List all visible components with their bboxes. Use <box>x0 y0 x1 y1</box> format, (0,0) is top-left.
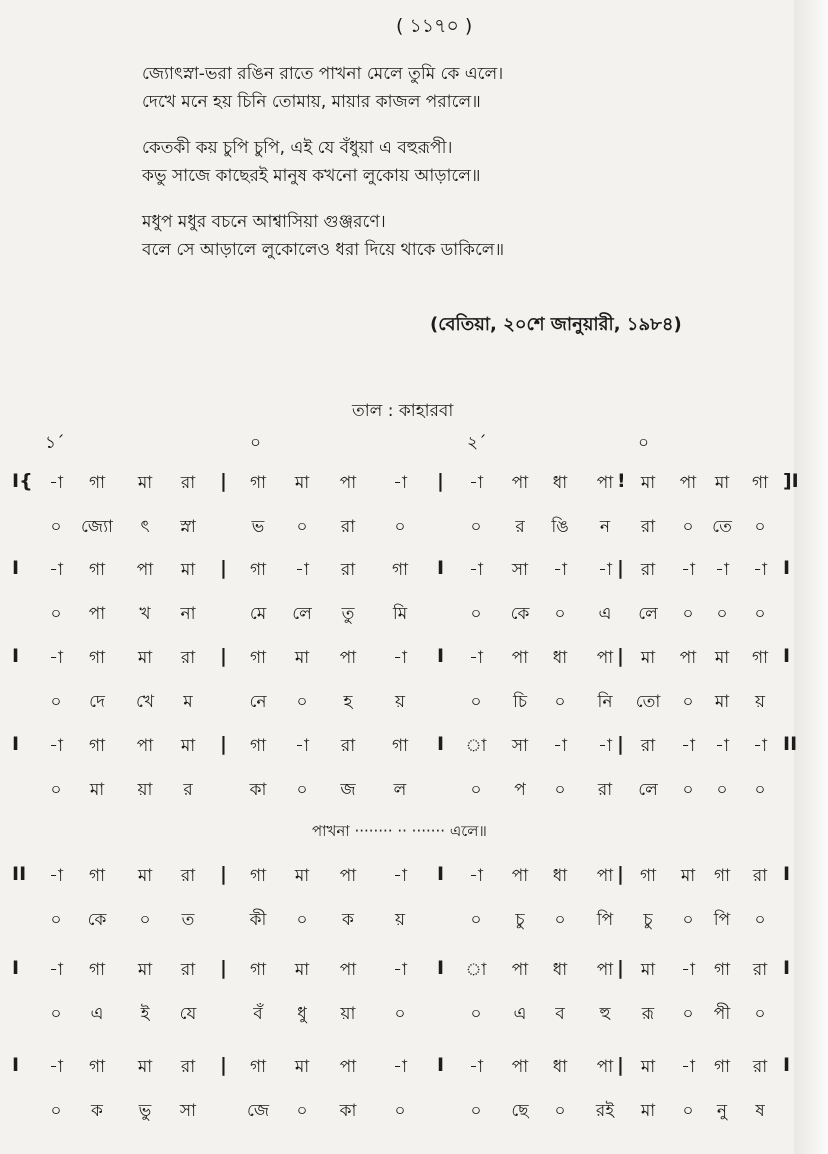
swar-note: -া <box>295 560 309 580</box>
swar-note: পা <box>679 648 697 668</box>
swar-note: পা <box>136 560 154 580</box>
swar-note: মা <box>640 960 656 980</box>
bar-line: | <box>617 645 624 667</box>
lyric-syllable: ০ <box>139 910 151 930</box>
swar-note: রা <box>340 560 356 580</box>
lyric-syllable: ০ <box>470 910 482 930</box>
lyric-syllable: ০ <box>50 692 62 712</box>
lyric-syllable: ০ <box>554 604 566 624</box>
lyric-syllable: ০ <box>554 1101 566 1121</box>
swar-note: -া <box>393 866 407 886</box>
swar-note: -া <box>681 1057 695 1077</box>
swar-note: গা <box>751 648 769 668</box>
lyric-syllable: কে <box>87 910 107 930</box>
swar-note: রা <box>640 736 656 756</box>
swar-note: ধা <box>552 473 568 493</box>
bar-line: I <box>437 557 445 579</box>
lyric-syllable: ল <box>393 780 407 800</box>
lyrics-block <box>142 60 642 264</box>
swar-note: -া <box>49 473 63 493</box>
swar-note: মা <box>137 648 153 668</box>
swar-note: পা <box>339 473 357 493</box>
lyric-syllable: ০ <box>682 517 694 537</box>
swar-note: পা <box>136 736 154 756</box>
swar-note: মা <box>294 866 310 886</box>
row-start-bar: I{ <box>12 470 33 492</box>
row-start-bar: I <box>12 957 20 979</box>
swar-note: গা <box>249 1057 267 1077</box>
lyric-line: বলে সে আড়ালে লুকোলেও ধরা দিয়ে থাকে ডাকিলে॥ <box>142 240 505 260</box>
bar-line: | <box>220 557 227 579</box>
lyric-syllable: না <box>180 604 196 624</box>
lyric-line: কেতকী কয় চুপি চুপি, এই যে বঁধুয়া এ বহুরূপী। <box>142 138 453 158</box>
lyric-syllable: ০ <box>50 1004 62 1024</box>
swar-note: পা <box>511 960 529 980</box>
swar-note: রা <box>752 866 768 886</box>
lyric-syllable: কী <box>249 910 267 930</box>
swar-note: -া <box>681 560 695 580</box>
row-start-bar: I <box>12 557 20 579</box>
lyric-syllable: প <box>514 780 526 800</box>
beat-mark: ১´ <box>45 433 65 453</box>
bar-line: II <box>783 733 798 755</box>
swar-note: -া <box>553 560 567 580</box>
lyric-syllable: য়া <box>340 1004 356 1024</box>
bar-line: I <box>783 645 791 667</box>
lyric-syllable: পী <box>713 1004 731 1024</box>
lyric-syllable: ক <box>91 1101 103 1121</box>
swar-note: গা <box>249 473 267 493</box>
swar-note: গা <box>391 560 409 580</box>
lyric-syllable: জ্যো <box>81 517 113 537</box>
lyric-syllable: ই <box>140 1004 150 1024</box>
swar-note: গা <box>88 648 106 668</box>
swar-note: পা <box>596 648 614 668</box>
swar-note: পা <box>596 1057 614 1077</box>
swar-note: মা <box>137 960 153 980</box>
swar-note: গা <box>639 866 657 886</box>
swar-note: -া <box>295 736 309 756</box>
swar-note: গা <box>391 736 409 756</box>
swar-note: পা <box>339 648 357 668</box>
lyric-syllable: ০ <box>50 910 62 930</box>
lyric-syllable: তো <box>635 692 661 712</box>
swar-note: -া <box>393 1057 407 1077</box>
swar-note: মা <box>137 1057 153 1077</box>
lyric-syllable: ০ <box>50 1101 62 1121</box>
lyric-syllable: ০ <box>754 910 766 930</box>
swar-note: -া <box>49 736 63 756</box>
swar-row <box>0 557 800 587</box>
lyric-syllable: ০ <box>682 1004 694 1024</box>
swar-note: -া <box>681 960 695 980</box>
swar-note: ধা <box>552 866 568 886</box>
lyric-syllable: স্না <box>180 517 196 537</box>
lyric-syllable: ০ <box>394 1101 406 1121</box>
swar-note: -া <box>393 648 407 668</box>
swar-note: গা <box>249 560 267 580</box>
swar-note: পা <box>511 648 529 668</box>
lyric-syllable: লে <box>292 604 312 624</box>
swar-note: রা <box>752 960 768 980</box>
lyric-syllable: ০ <box>394 517 406 537</box>
lyric-syllable: ০ <box>296 1101 308 1121</box>
lyric-syllable: নু <box>716 1101 728 1121</box>
lyric-syllable-row <box>0 907 800 937</box>
lyric-syllable: ০ <box>754 517 766 537</box>
lyric-syllable: য় <box>394 692 405 712</box>
swar-note: পা <box>339 866 357 886</box>
swar-note: -া <box>393 473 407 493</box>
lyric-syllable: রা <box>340 517 356 537</box>
lyric-syllable: ০ <box>50 604 62 624</box>
row-start-bar: I <box>12 733 20 755</box>
lyric-syllable: সা <box>179 1101 197 1121</box>
lyric-syllable-row <box>0 601 800 631</box>
bar-line: I <box>437 863 445 885</box>
swar-row <box>0 1054 800 1084</box>
swar-note: -া <box>49 866 63 886</box>
swar-note: গা <box>751 473 769 493</box>
swar-note: মা <box>294 648 310 668</box>
swar-note: গা <box>249 866 267 886</box>
lyric-syllable: ০ <box>470 604 482 624</box>
swar-note: -া <box>49 648 63 668</box>
lyric-syllable: পি <box>713 910 731 930</box>
swar-note: গা <box>249 960 267 980</box>
swar-note: -া <box>49 1057 63 1077</box>
swar-note: মা <box>180 560 196 580</box>
lyric-line: জ্যোৎস্না-ভরা রঙিন রাতে পাখনা মেলে তুমি কে এলে। <box>142 64 504 84</box>
lyric-syllable: র <box>183 780 193 800</box>
bar-line: I <box>783 557 791 579</box>
swar-note: মা <box>714 648 730 668</box>
lyric-syllable: জে <box>246 1101 270 1121</box>
swar-note: সা <box>511 736 529 756</box>
bar-line: | <box>220 863 227 885</box>
swar-note: মা <box>180 736 196 756</box>
bar-line: | <box>437 470 444 492</box>
lyric-syllable: ০ <box>754 780 766 800</box>
swar-note: -া <box>469 866 483 886</box>
lyric-syllable: ০ <box>554 780 566 800</box>
lyric-line: মধুপ মধুর বচনে আশ্বাসিয়া গুঞ্জরণে। <box>142 212 386 232</box>
swar-note: ধা <box>552 648 568 668</box>
lyric-syllable: লে <box>638 780 658 800</box>
swar-note: রা <box>340 736 356 756</box>
bar-line: I <box>437 1054 445 1076</box>
bar-line: | <box>220 1054 227 1076</box>
lyric-syllable: দে <box>89 692 105 712</box>
lyric-syllable: চু <box>515 910 525 930</box>
lyric-syllable: ০ <box>682 910 694 930</box>
beat-mark: ২´ <box>467 433 487 453</box>
lyric-syllable-row <box>0 514 800 544</box>
lyric-syllable: ০ <box>296 780 308 800</box>
swar-note: গা <box>713 960 731 980</box>
bar-line: ! <box>617 470 626 492</box>
bar-line: | <box>617 557 624 579</box>
lyric-syllable: বঁ <box>253 1004 263 1024</box>
swar-note: রা <box>180 473 196 493</box>
lyric-syllable: ০ <box>682 604 694 624</box>
swar-note: মা <box>680 866 696 886</box>
lyric-syllable: ০ <box>754 604 766 624</box>
row-start-bar: I <box>12 645 20 667</box>
lyric-syllable: য় <box>394 910 405 930</box>
swar-note: -া <box>598 560 612 580</box>
notation-note: পাখনা ········ ·· ······· এলে॥ <box>312 822 487 840</box>
lyric-syllable: তু <box>341 604 355 624</box>
beat-mark: ০ <box>250 433 262 453</box>
swar-note: -া <box>49 560 63 580</box>
lyric-syllable: পি <box>596 910 614 930</box>
lyric-syllable: ০ <box>716 780 728 800</box>
lyric-syllable: এ <box>90 1004 104 1024</box>
lyric-syllable: রূ <box>641 1004 655 1024</box>
swar-note: রা <box>180 960 196 980</box>
bar-line: | <box>220 957 227 979</box>
bar-line: | <box>220 470 227 492</box>
swar-row <box>0 957 800 987</box>
lyric-syllable-row <box>0 1098 800 1128</box>
lyric-syllable: ভ <box>251 517 265 537</box>
lyric-syllable: নি <box>597 692 613 712</box>
bar-line: | <box>617 1054 624 1076</box>
lyric-syllable: পা <box>88 604 106 624</box>
lyric-syllable: খে <box>135 692 155 712</box>
swar-note: মা <box>137 473 153 493</box>
lyric-syllable: কা <box>249 780 267 800</box>
swar-note: া <box>465 736 487 756</box>
lyric-syllable: চি <box>512 692 528 712</box>
lyric-syllable: মি <box>392 604 408 624</box>
swar-note: মা <box>640 473 656 493</box>
swar-note: সা <box>511 560 529 580</box>
swar-note: মা <box>294 473 310 493</box>
lyric-syllable: ০ <box>716 604 728 624</box>
lyric-syllable: ছে <box>511 1101 529 1121</box>
lyric-line: দেখে মনে হয় চিনি তোমায়, মায়ার কাজল পরালে॥ <box>142 92 481 112</box>
lyric-syllable: ন <box>599 517 611 537</box>
lyric-syllable: লে <box>638 604 658 624</box>
bar-line: I <box>437 645 445 667</box>
swar-note: -া <box>469 473 483 493</box>
lyric-syllable: ০ <box>470 780 482 800</box>
swar-note: -া <box>553 736 567 756</box>
lyric-syllable: ধু <box>297 1004 307 1024</box>
lyric-syllable: ০ <box>554 692 566 712</box>
lyric-syllable: নে <box>249 692 267 712</box>
swar-note: ধা <box>552 1057 568 1077</box>
lyric-syllable: মা <box>714 692 730 712</box>
lyric-syllable: ০ <box>682 692 694 712</box>
swar-row <box>0 470 800 500</box>
bar-line: | <box>617 733 624 755</box>
row-start-bar: II <box>12 863 27 885</box>
lyric-syllable: র <box>515 517 525 537</box>
swar-note: মা <box>640 648 656 668</box>
lyric-syllable: ষ <box>755 1101 765 1121</box>
lyric-syllable: ০ <box>682 1101 694 1121</box>
lyric-syllable: রই <box>595 1101 615 1121</box>
swar-note: ধা <box>552 960 568 980</box>
swar-note: পা <box>339 960 357 980</box>
swar-note: -া <box>753 736 767 756</box>
lyric-syllable: য় <box>754 692 765 712</box>
bar-line: | <box>220 733 227 755</box>
lyric-syllable-row <box>0 1001 800 1031</box>
swar-note: মা <box>640 1057 656 1077</box>
bar-line: | <box>617 863 624 885</box>
lyric-syllable: ০ <box>554 910 566 930</box>
lyric-syllable: ০ <box>470 1101 482 1121</box>
lyric-syllable: হ <box>343 692 353 712</box>
lyric-syllable: ০ <box>754 1004 766 1024</box>
swar-note: -া <box>598 736 612 756</box>
swar-note: -া <box>469 648 483 668</box>
swar-note: রা <box>640 560 656 580</box>
bar-line: I <box>783 1054 791 1076</box>
lyric-syllable: ক <box>342 910 354 930</box>
swar-note: গা <box>88 736 106 756</box>
swar-note: গা <box>88 866 106 886</box>
beat-mark: ০ <box>638 433 650 453</box>
bar-line: I <box>783 863 791 885</box>
page-number: ( ১১৭০ ) <box>396 15 473 37</box>
lyric-syllable: য়া <box>137 780 153 800</box>
lyric-syllable: কে <box>510 604 530 624</box>
bar-line: ]I <box>783 470 799 492</box>
lyric-syllable: ০ <box>50 517 62 537</box>
swar-note: পা <box>596 473 614 493</box>
swar-note: রা <box>180 1057 196 1077</box>
lyric-syllable: রা <box>640 517 656 537</box>
lyric-syllable: মা <box>89 780 105 800</box>
lyric-syllable: খ <box>139 604 151 624</box>
lyric-syllable: ভু <box>138 1101 152 1121</box>
swar-note: গা <box>249 648 267 668</box>
lyric-syllable: তে <box>712 517 732 537</box>
swar-note: া <box>465 960 487 980</box>
swar-note: পা <box>511 473 529 493</box>
lyric-syllable: ০ <box>394 1004 406 1024</box>
row-start-bar: I <box>12 1054 20 1076</box>
swar-note: মা <box>294 960 310 980</box>
lyric-syllable: ০ <box>470 692 482 712</box>
bar-line: I <box>437 733 445 755</box>
swar-note: -া <box>469 1057 483 1077</box>
swar-row <box>0 645 800 675</box>
swar-note: পা <box>511 866 529 886</box>
lyric-syllable-row <box>0 689 800 719</box>
lyric-syllable: ৎ <box>140 517 150 537</box>
swar-note: -া <box>753 560 767 580</box>
lyric-syllable: ০ <box>470 1004 482 1024</box>
swar-row <box>0 733 800 763</box>
swar-note: গা <box>713 1057 731 1077</box>
lyric-syllable: এ <box>598 604 612 624</box>
bar-line: | <box>617 957 624 979</box>
lyric-syllable: ম <box>183 692 193 712</box>
swar-note: রা <box>752 1057 768 1077</box>
lyric-syllable: জ <box>340 780 356 800</box>
swar-note: -া <box>469 560 483 580</box>
swar-note: রা <box>180 648 196 668</box>
lyric-syllable: যে <box>179 1004 197 1024</box>
lyric-syllable: মা <box>640 1101 656 1121</box>
swar-note: গা <box>88 1057 106 1077</box>
swar-note: পা <box>679 473 697 493</box>
swar-note: গা <box>88 560 106 580</box>
lyric-syllable: হু <box>599 1004 611 1024</box>
swar-note: মা <box>137 866 153 886</box>
swar-note: পা <box>596 866 614 886</box>
swar-row <box>0 863 800 893</box>
swar-note: গা <box>249 736 267 756</box>
lyric-syllable: কা <box>339 1101 357 1121</box>
lyric-syllable: চু <box>643 910 653 930</box>
swar-note: গা <box>88 473 106 493</box>
lyric-syllable: ঙি <box>551 517 569 537</box>
lyric-syllable: ০ <box>296 692 308 712</box>
swar-note: পা <box>511 1057 529 1077</box>
swar-note: গা <box>713 866 731 886</box>
lyric-syllable: মে <box>249 604 267 624</box>
lyric-syllable-row <box>0 777 800 807</box>
swar-note: মা <box>714 473 730 493</box>
swar-note: গা <box>88 960 106 980</box>
swar-note: রা <box>180 866 196 886</box>
taal-heading: তাল : কাহারবা <box>352 401 454 421</box>
swar-note: মা <box>294 1057 310 1077</box>
swar-note: -া <box>49 960 63 980</box>
swar-note: পা <box>339 1057 357 1077</box>
lyric-syllable: ০ <box>296 910 308 930</box>
swar-note: -া <box>715 560 729 580</box>
swar-note: -া <box>393 960 407 980</box>
lyric-syllable: এ <box>513 1004 527 1024</box>
bar-line: I <box>437 957 445 979</box>
source-date: (বেতিয়া, ২০শে জানুয়ারী, ১৯৮৪) <box>430 314 682 335</box>
bar-line: | <box>220 645 227 667</box>
lyric-syllable: ০ <box>296 517 308 537</box>
lyric-syllable: ত <box>181 910 195 930</box>
swar-note: -া <box>715 736 729 756</box>
swar-note: -া <box>681 736 695 756</box>
bar-line: I <box>783 957 791 979</box>
swar-note: পা <box>596 960 614 980</box>
lyric-syllable: ব <box>555 1004 565 1024</box>
lyric-syllable: ০ <box>470 517 482 537</box>
lyric-syllable: ০ <box>50 780 62 800</box>
lyric-syllable: ০ <box>682 780 694 800</box>
lyric-syllable: রা <box>597 780 613 800</box>
lyric-line: কভু সাজে কাছেরই মানুষ কখনো লুকোয় আড়ালে॥ <box>142 166 481 186</box>
